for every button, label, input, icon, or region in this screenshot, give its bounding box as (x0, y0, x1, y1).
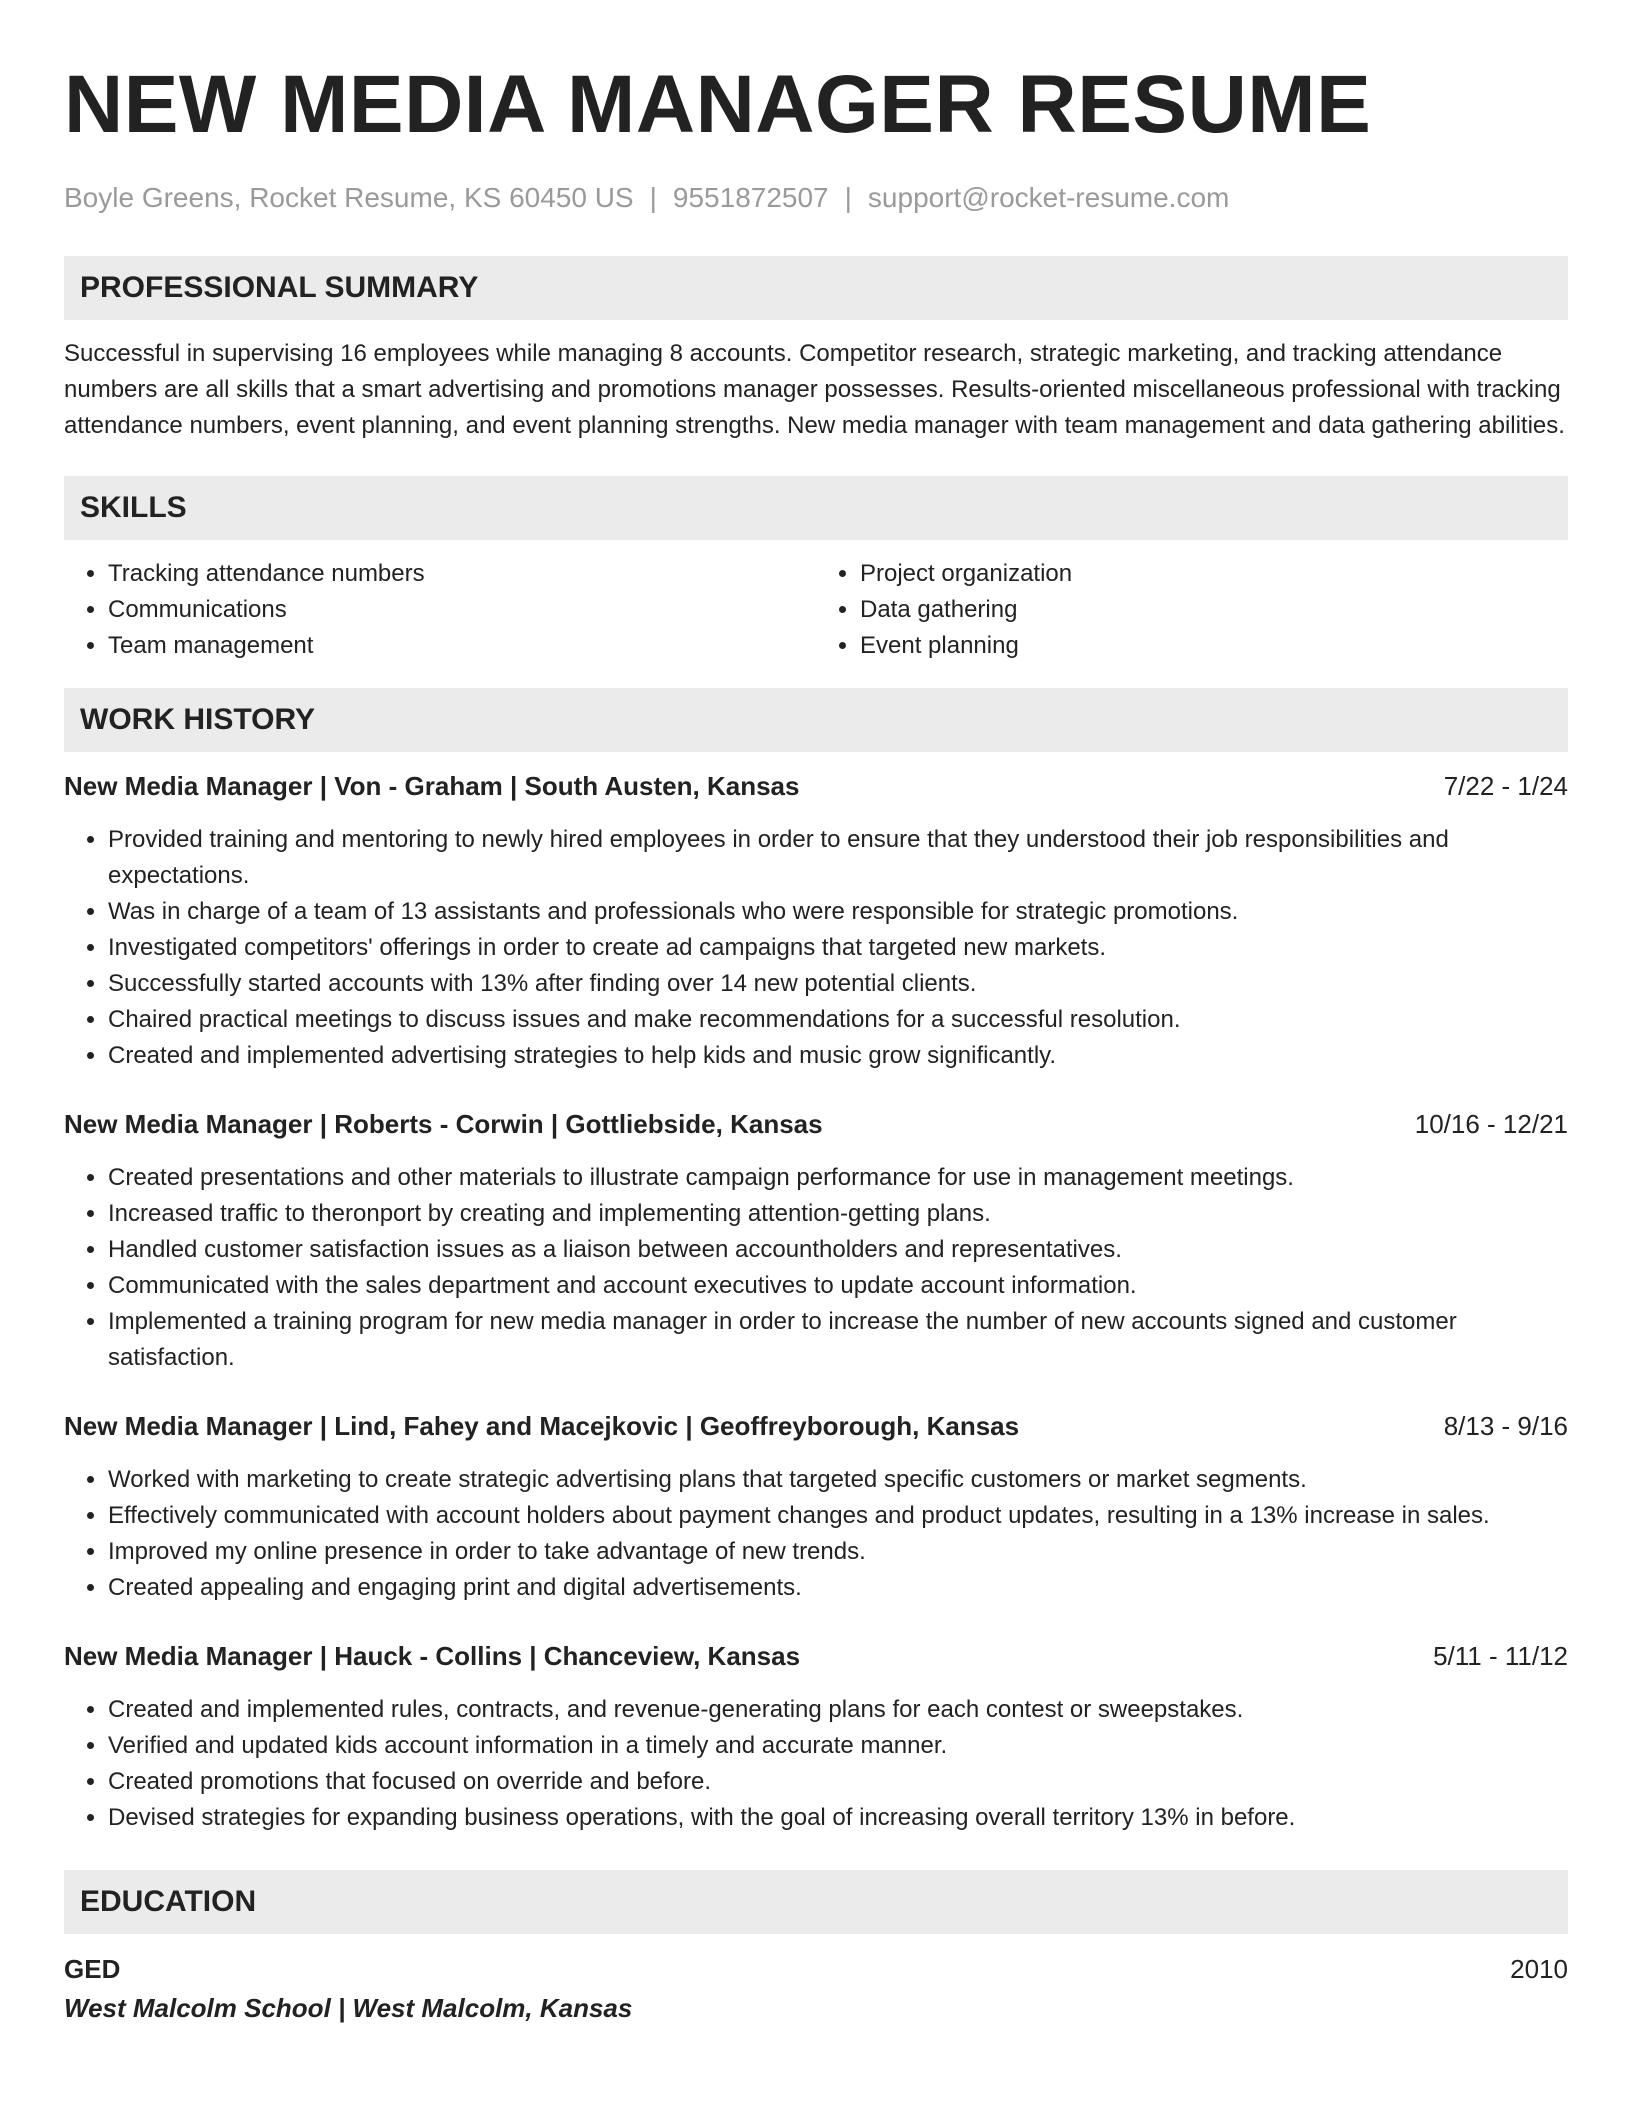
contact-email: support@rocket-resume.com (867, 182, 1230, 213)
job-bullet: • Was in charge of a team of 13 assistants and professionals who were responsible for strategic promotions. (108, 894, 1568, 930)
skill-item: • Project organization (860, 556, 1568, 592)
contact-address: Boyle Greens, Rocket Resume, KS 60450 US (64, 182, 634, 213)
contact-line (64, 178, 1568, 218)
job-bullet: • Created and implemented advertising strategies to help kids and music grow significantly. (108, 1038, 1568, 1074)
job-bullet: • Handled customer satisfaction issues as a liaison between accountholders and representatives. (108, 1232, 1568, 1268)
skill-item: • Communications (108, 592, 816, 628)
skills-column-right (816, 556, 1568, 664)
job-title: New Media Manager | Roberts - Corwin | Gottliebside, Kansas (64, 1109, 823, 1139)
education-degree: GED (64, 1954, 121, 1984)
job-bullet: • Created presentations and other materials to illustrate campaign performance for use in management meetings. (108, 1160, 1568, 1196)
job-bullet: • Successfully started accounts with 13% after finding over 14 new potential clients. (108, 966, 1568, 1002)
job-bullet: • Worked with marketing to create strategic advertising plans that targeted specific customers or market segments. (108, 1462, 1568, 1498)
contact-phone: 9551872507 (672, 182, 829, 213)
job-dates: 5/11 - 11/12 (1433, 1641, 1568, 1671)
education-year: 2010 (1510, 1954, 1568, 1984)
job-entry (64, 1106, 1568, 1376)
job-header (64, 768, 1568, 804)
job-bullet: • Verified and updated kids account information in a timely and accurate manner. (108, 1728, 1568, 1764)
skill-item: • Data gathering (860, 592, 1568, 628)
job-bullet: • Created promotions that focused on override and before. (108, 1764, 1568, 1800)
work-heading: WORK HISTORY (64, 688, 1568, 752)
resume-title: NEW MEDIA MANAGER RESUME (64, 59, 1372, 150)
job-entry (64, 768, 1568, 1074)
job-dates: 8/13 - 9/16 (1443, 1411, 1568, 1441)
job-bullets (64, 1462, 1568, 1606)
job-bullet: • Devised strategies for expanding business operations, with the goal of increasing overall territory 13% in before. (108, 1800, 1568, 1836)
job-bullet: • Created appealing and engaging print and digital advertisements. (108, 1570, 1568, 1606)
skill-item: • Team management (108, 628, 816, 664)
job-bullet: • Effectively communicated with account holders about payment changes and product updates, resulting in a 13% increase in sales. (108, 1498, 1568, 1534)
education-header (64, 1950, 1568, 1988)
job-bullet: • Implemented a training program for new media manager in order to increase the number of new accounts signed and customer satisfaction. (108, 1304, 1568, 1376)
job-bullet: • Communicated with the sales department and account executives to update account information. (108, 1268, 1568, 1304)
skill-item: • Event planning (860, 628, 1568, 664)
education-school: West Malcolm School | West Malcolm, Kansas (64, 1993, 633, 2023)
skills-heading: SKILLS (64, 476, 1568, 540)
job-entry (64, 1638, 1568, 1836)
job-bullets (64, 822, 1568, 1074)
skill-item: • Tracking attendance numbers (108, 556, 816, 592)
job-bullet: • Chaired practical meetings to discuss issues and make recommendations for a successful resolution. (108, 1002, 1568, 1038)
job-entry (64, 1408, 1568, 1606)
job-bullet: • Provided training and mentoring to newly hired employees in order to ensure that they understood their job responsibilities and expectations. (108, 822, 1568, 894)
job-dates: 10/16 - 12/21 (1414, 1109, 1568, 1139)
skills-column-left (64, 556, 816, 664)
job-bullets (64, 1160, 1568, 1376)
job-title: New Media Manager | Lind, Fahey and Macejkovic | Geoffreyborough, Kansas (64, 1411, 1020, 1441)
job-bullet: • Improved my online presence in order to take advantage of new trends. (108, 1534, 1568, 1570)
contact-separator: | (844, 182, 852, 213)
education-heading: EDUCATION (64, 1870, 1568, 1934)
job-header (64, 1408, 1568, 1444)
contact-separator: | (649, 182, 657, 213)
job-bullets (64, 1692, 1568, 1836)
job-header (64, 1106, 1568, 1142)
education-entry (64, 1950, 1568, 2028)
skills-list (64, 556, 1568, 664)
job-bullet: • Created and implemented rules, contracts, and revenue-generating plans for each contest or sweepstakes. (108, 1692, 1568, 1728)
job-dates: 7/22 - 1/24 (1443, 771, 1568, 801)
summary-text: Successful in supervising 16 employees while managing 8 accounts. Competitor research, strategic marketing, and tracking attendance numbers are all skills that a smart advertising and promotions manager possesses. Results-oriented miscellaneous professional with tracking attendance numbers, event planning, and event planning strengths. New media manager with team management and data gathering abilities. (64, 340, 1565, 439)
job-title: New Media Manager | Von - Graham | South Austen, Kansas (64, 771, 800, 801)
summary-heading: PROFESSIONAL SUMMARY (64, 256, 1568, 320)
job-bullet: • Increased traffic to theronport by creating and implementing attention-getting plans. (108, 1196, 1568, 1232)
job-bullet: • Investigated competitors' offerings in order to create ad campaigns that targeted new markets. (108, 930, 1568, 966)
job-title: New Media Manager | Hauck - Collins | Chanceview, Kansas (64, 1641, 801, 1671)
job-header (64, 1638, 1568, 1674)
